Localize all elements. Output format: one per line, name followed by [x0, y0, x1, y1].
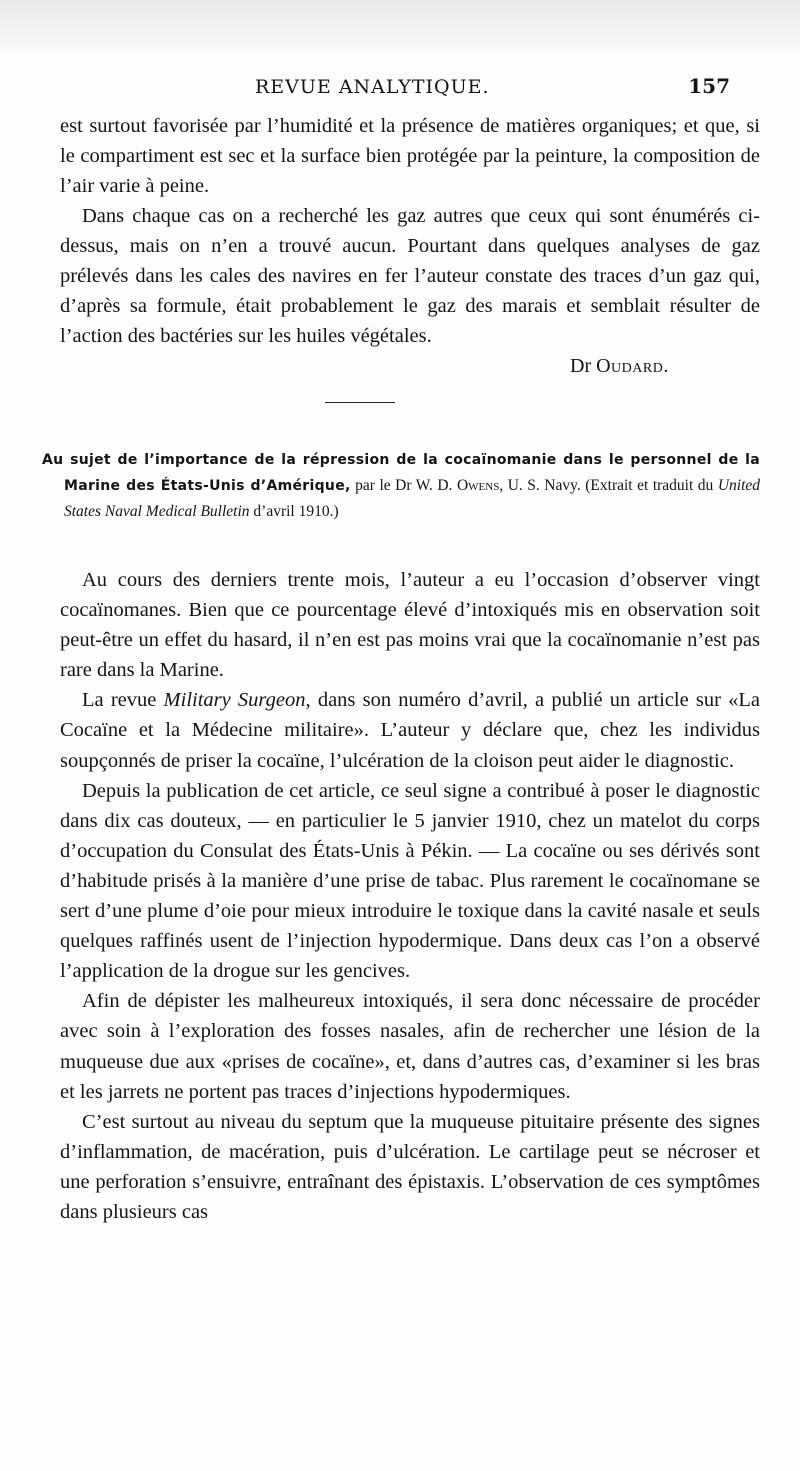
article-heading [42, 447, 760, 525]
signature-prefix: Dr [570, 355, 592, 377]
section-divider [325, 402, 395, 403]
body-paragraph-1: Au cours des derniers trente mois, l’auteur a eu l’occasion d’observer vingt cocaïnomanes. Bien que ce pourcentage élevé d’intoxiqués mis en observation soit peut-être un effet du hasard, il n’en est pas moins vrai que la cocaïnomanie n’est pas rare dans la Marine. [60, 569, 760, 682]
article-title: Au sujet de l’importance de la répression de la cocaïnomanie dans le personnel de la Marine des États-Unis d’Amérique, [42, 452, 760, 494]
article-source-rest: d’avril 1910.) [249, 503, 339, 520]
article-author: Owens, [456, 477, 504, 494]
continuation-paragraph-2: Dans chaque cas on a recherché les gaz autres que ceux qui sont énumérés ci-dessus, mais on n’en a trouvé aucun. Pourtant dans quelques analyses de gaz prélevés dans les cales des navires en fer l’auteur constate des traces d’un gaz qui, d’après sa formule, était probablement le gaz des marais et semblait résulter de l’action des bactéries sur les huiles végétales. [60, 205, 760, 347]
body-paragraph-5: C’est surtout au niveau du septum que la muqueuse pituitaire présente des signes d’inflammation, de macération, puis d’ulcération. Le cartilage peut se nécroser et une perforation s’ensuivre, entraînant des épistaxis. L’observation de ces symptômes dans plusieurs cas [60, 1110, 760, 1223]
body-paragraph-4: Afin de dépister les malheureux intoxiqués, il sera donc nécessaire de procéder avec soin à l’exploration des fosses nasales, afin de rechercher une lésion de la muqueuse due aux «prises de cocaïne», et, dans d’autres cas, d’examiner si les bras et les jarrets ne portent pas traces d’injections hypodermiques. [60, 990, 760, 1103]
signature-name: Oudard. [596, 355, 669, 377]
article-title-par: par le Dr W. D. [350, 477, 453, 494]
journal-title: Military Surgeon [163, 689, 306, 712]
continuation-paragraph-1: est surtout favorisée par l’humidité et la présence de matières organiques; et que, si le compartiment est sec et la surface bien protégée par la peinture, la composition de l’air varie à peine. [60, 115, 760, 197]
page-number: 157 [688, 74, 730, 98]
running-head: REVUE ANALYTIQUE. [255, 76, 490, 98]
signature [570, 355, 669, 378]
body-paragraph-3: Depuis la publication de cet article, ce seul signe a contribué à poser le diagnostic dans dix cas douteux, — en particulier le 5 janvier 1910, chez un matelot du corps d’occupation du Consulat des États-Unis à Pékin. — La cocaïne ou ses dérivés sont d’habitude prisés à la manière d’une prise de tabac. Plus rarement le cocaïnomane se sert d’une plume d’oie pour mieux introduire le toxique dans la cavité nasale et seuls quelques raffinés usent de l’injection hypodermique. Dans deux cas l’on a observé l’application de la drogue sur les gencives. [60, 779, 760, 983]
body-paragraph-2 [60, 685, 760, 775]
continuation-text [60, 111, 760, 351]
page-header [60, 74, 750, 104]
scan-shadow [0, 0, 800, 60]
article-heading-text [42, 447, 760, 525]
article-body [60, 565, 760, 1227]
article-author-rest: U. S. Navy. (Extrait et traduit du [503, 477, 718, 494]
article-source: United States Naval Medical Bulletin [64, 477, 761, 520]
body-paragraph-2-start: La revue [82, 689, 164, 712]
body-paragraph-2-end: , dans son numéro d’avril, a publié un article sur «La Cocaïne et la Médecine militaire». L’auteur y déclare que, chez les individus soupçonnés de priser la cocaïne, l’ulcération de la cloison peut aider le diagnostic. [60, 689, 760, 772]
